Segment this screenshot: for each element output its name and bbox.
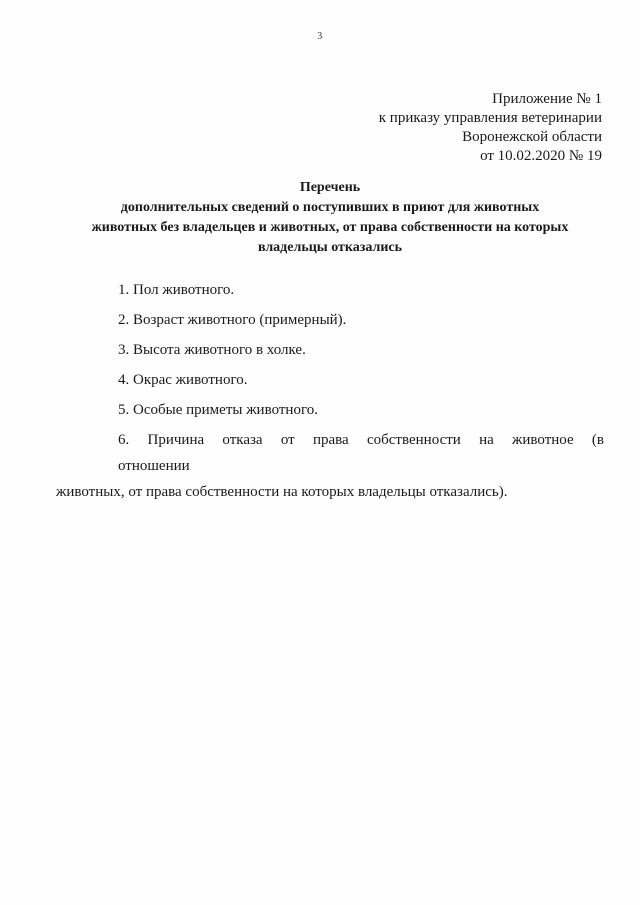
page-number: 3 bbox=[317, 31, 323, 42]
list-item-6 bbox=[56, 427, 604, 505]
list-item: 3. Высота животного в холке. bbox=[118, 342, 306, 358]
list-item: 1. Пол животного. bbox=[118, 282, 235, 298]
list-item: 2. Возраст животного (примерный). bbox=[118, 312, 347, 328]
title-line: владельцы отказались bbox=[257, 240, 403, 255]
appendix-line: Приложение № 1 bbox=[492, 91, 602, 107]
list-item-6-line2: животных, от права собственности на которых владельцы отказались). bbox=[56, 484, 508, 500]
appendix-line: от 10.02.2020 № 19 bbox=[480, 148, 602, 164]
items-list bbox=[56, 281, 604, 517]
document-title bbox=[70, 178, 590, 258]
appendix-line: Воронежской области bbox=[462, 129, 602, 145]
list-item: 4. Окрас животного. bbox=[118, 372, 248, 388]
appendix-header bbox=[282, 90, 602, 166]
title-line: животных без владельцев и животных, от права собственности на которых bbox=[91, 220, 569, 235]
list-item: 5. Особые приметы животного. bbox=[118, 402, 318, 418]
title-heading: Перечень bbox=[299, 180, 361, 195]
title-line: дополнительных сведений о поступивших в приют для животных bbox=[120, 200, 540, 215]
list-item-6-line1: 6. Причина отказа от права собственности на животное (в отношении bbox=[118, 432, 604, 474]
appendix-line: к приказу управления ветеринарии bbox=[378, 110, 602, 126]
